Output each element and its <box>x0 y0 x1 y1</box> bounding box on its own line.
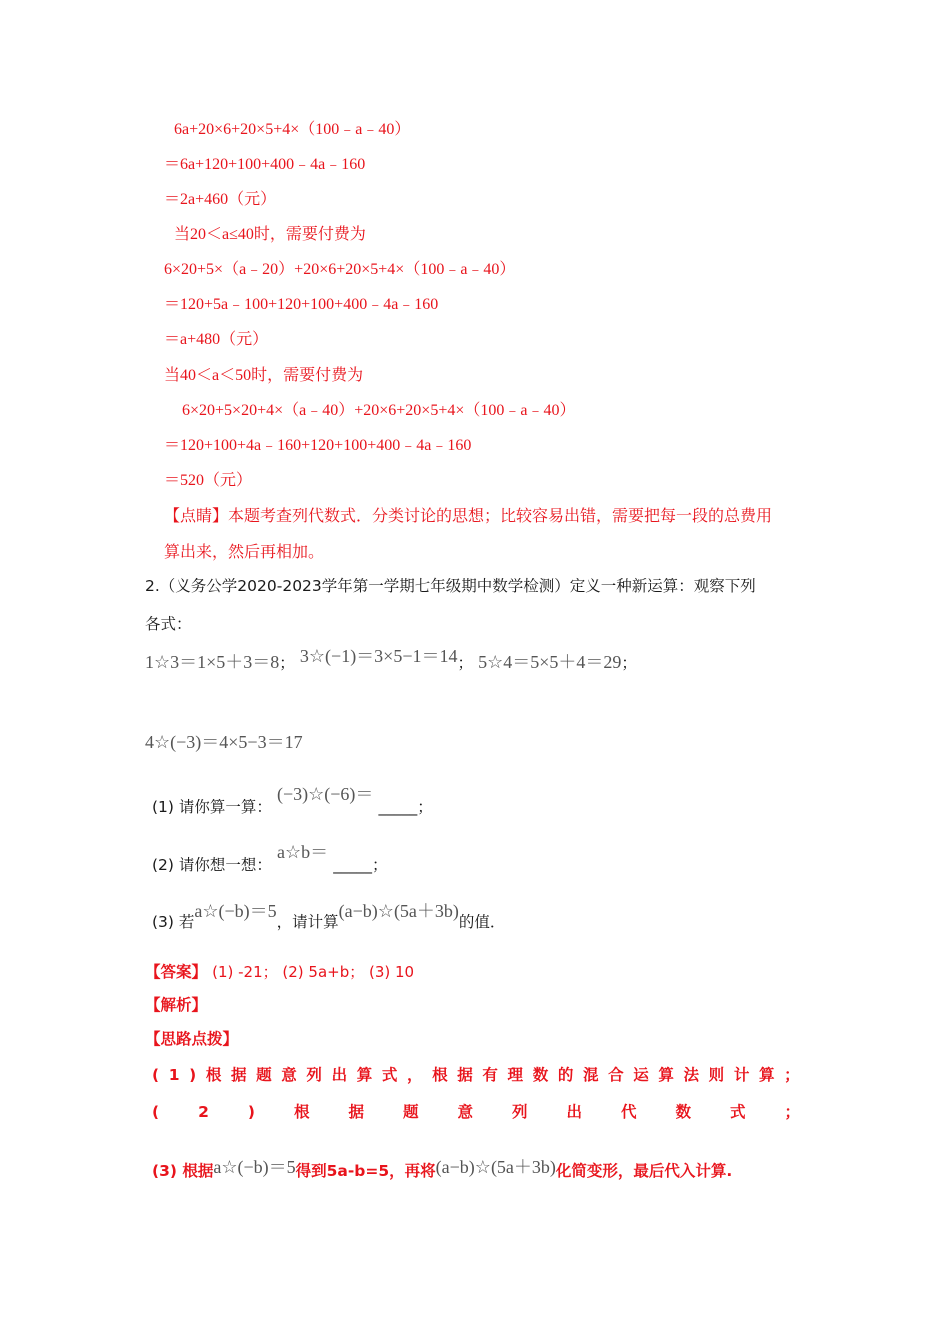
hint-line-2-char: 式 <box>729 1103 746 1121</box>
q3-prefix: (3) 若 <box>152 913 195 931</box>
hint-line-1-char: 则 <box>708 1066 725 1084</box>
hint-line-1-char: 法 <box>683 1066 700 1084</box>
answer-label: 【答案】 <box>145 963 208 981</box>
q2-expression: a☆b＝ <box>276 842 329 862</box>
hint-line-2-char: 列 <box>511 1103 528 1121</box>
problem-header-line-2: 各式： <box>145 615 192 633</box>
hint-line-2-char: 意 <box>457 1103 473 1121</box>
solution-line-9: 6×20+5×20+4×（a﹣40）+20×6+20×5+4×（100﹣a﹣40） <box>182 402 576 419</box>
hint-line-1-char: 算 <box>758 1066 775 1084</box>
hint-line-2-char: 根 <box>293 1103 310 1121</box>
hint-line-2-char: ( <box>152 1103 160 1121</box>
hint3-expression-1: a☆(−b)＝5 <box>213 1157 296 1177</box>
hint-line-1-char: 出 <box>331 1066 348 1084</box>
hint-label: 【思路点拨】 <box>145 1030 239 1048</box>
hint-line-1-char: 运 <box>633 1066 649 1084</box>
hint-line-2-char: 题 <box>402 1103 419 1121</box>
solution-line-6: ＝120+5a﹣100+120+100+400﹣4a﹣160 <box>164 296 439 313</box>
hint-line-1-char: 据 <box>231 1066 247 1084</box>
hint-line-1-char: ； <box>784 1066 800 1084</box>
solution-line-1: 6a+20×6+20×5+4×（100﹣a﹣40） <box>174 121 411 138</box>
example-2: 3☆(−1)＝3×5−1＝14 <box>299 646 458 666</box>
hint-line-1-char: 列 <box>306 1066 322 1084</box>
hint-line-1-char: 算 <box>356 1066 373 1084</box>
hint-line-1-char: 数 <box>532 1066 549 1084</box>
hint3-expression-2: (a−b)☆(5a＋3b) <box>435 1157 556 1177</box>
hint-line-1-char: 1 <box>168 1066 180 1084</box>
hint-line-1-char: 算 <box>658 1066 674 1084</box>
hint-line-1-char: 有 <box>482 1066 498 1084</box>
question-2 <box>152 842 388 874</box>
q1-label: (1) 请你算一算： <box>152 798 272 816</box>
hint-line-1-char: ) <box>189 1066 197 1084</box>
hint-line-1-char: ( <box>152 1066 160 1084</box>
hint-line-1-char: 式 <box>381 1066 398 1084</box>
hint-line-1 <box>152 1066 800 1085</box>
hint-line-1-char: 的 <box>557 1066 574 1084</box>
comment-line-1: 【点睛】本题考查列代数式．分类讨论的思想；比较容易出错，需要把每一段的总费用 <box>164 508 773 525</box>
solution-line-2: ＝6a+120+100+400﹣4a﹣160 <box>164 156 366 173</box>
q3-suffix: 的值． <box>458 913 506 931</box>
hint-line-1-char: ， <box>406 1066 423 1084</box>
answer-line <box>145 962 414 982</box>
hint3-middle: 得到5a-b=5，再将 <box>295 1162 436 1180</box>
hint-line-1-char: 据 <box>457 1066 473 1084</box>
hint3-prefix: (3) 根据 <box>152 1162 214 1180</box>
problem-header-line-1: 2.（义务公学2020-2023学年第一学期七年级期中数学检测）定义一种新运算：观察下列 <box>145 577 756 595</box>
q1-expression: (−3)☆(−6)＝ <box>276 784 374 804</box>
question-3 <box>152 901 506 931</box>
question-1 <box>152 784 433 816</box>
q2-label: (2) 请你想一想： <box>152 856 272 874</box>
solution-line-5: 6×20+5×（a﹣20）+20×6+20×5+4×（100﹣a﹣40） <box>164 261 516 278</box>
hint-line-3 <box>152 1157 733 1182</box>
hint-line-1-char: 合 <box>608 1066 624 1084</box>
hint-line-1-char: 根 <box>205 1066 222 1084</box>
hint-line-2-char: ) <box>247 1103 255 1121</box>
solution-line-7: ＝a+480（元） <box>164 331 269 348</box>
example-1: 1☆3＝1×5＋3＝8 <box>145 652 280 672</box>
hint-line-2-char: 据 <box>348 1103 364 1121</box>
hint-line-2 <box>152 1103 800 1122</box>
separator: ； <box>621 654 637 672</box>
q3-expression-2: (a−b)☆(5a＋3b) <box>338 901 459 921</box>
examples-row <box>145 646 637 674</box>
hint-line-1-char: 题 <box>256 1066 272 1084</box>
q3-expression-1: a☆(−b)＝5 <box>194 901 277 921</box>
hint-line-2-char: 代 <box>620 1103 637 1121</box>
solution-line-10: ＝120+100+4a﹣160+120+100+400﹣4a﹣160 <box>164 437 472 454</box>
answer-text: (1) -21； (2) 5a+b； (3) 10 <box>212 963 415 981</box>
separator: ； <box>279 654 295 672</box>
solution-line-8: 当40＜a＜50时，需要付费为 <box>164 367 364 384</box>
hint-line-2-char: ； <box>784 1103 800 1121</box>
hint-line-1-char: 根 <box>432 1066 448 1084</box>
separator: ； <box>457 654 474 672</box>
solution-line-3: ＝2a+460（元） <box>164 191 277 208</box>
analysis-label: 【解析】 <box>145 996 208 1014</box>
example-3: 5☆4＝5×5＋4＝29 <box>478 652 622 672</box>
hint-line-1-char: 混 <box>582 1066 599 1084</box>
hint-line-2-char: 2 <box>198 1103 209 1121</box>
q1-answer-blank[interactable]: _____； <box>378 798 433 816</box>
hint-line-2-char: 出 <box>566 1103 582 1121</box>
hint3-suffix: 化简变形，最后代入计算. <box>555 1162 733 1180</box>
hint-line-2-char: 数 <box>675 1103 691 1121</box>
hint-line-1-char: 理 <box>507 1066 524 1084</box>
example-4: 4☆(−3)＝4×5−3＝17 <box>145 732 303 752</box>
q2-answer-blank[interactable]: _____； <box>333 856 388 874</box>
solution-line-4: 当20＜a≤40时，需要付费为 <box>174 226 366 243</box>
q3-middle: ，请计算 <box>276 913 339 931</box>
hint-line-1-char: 意 <box>281 1066 297 1084</box>
hint-line-1-char: 计 <box>733 1066 750 1084</box>
solution-line-11: ＝520（元） <box>164 472 253 489</box>
comment-line-2: 算出来，然后再相加。 <box>164 544 325 561</box>
